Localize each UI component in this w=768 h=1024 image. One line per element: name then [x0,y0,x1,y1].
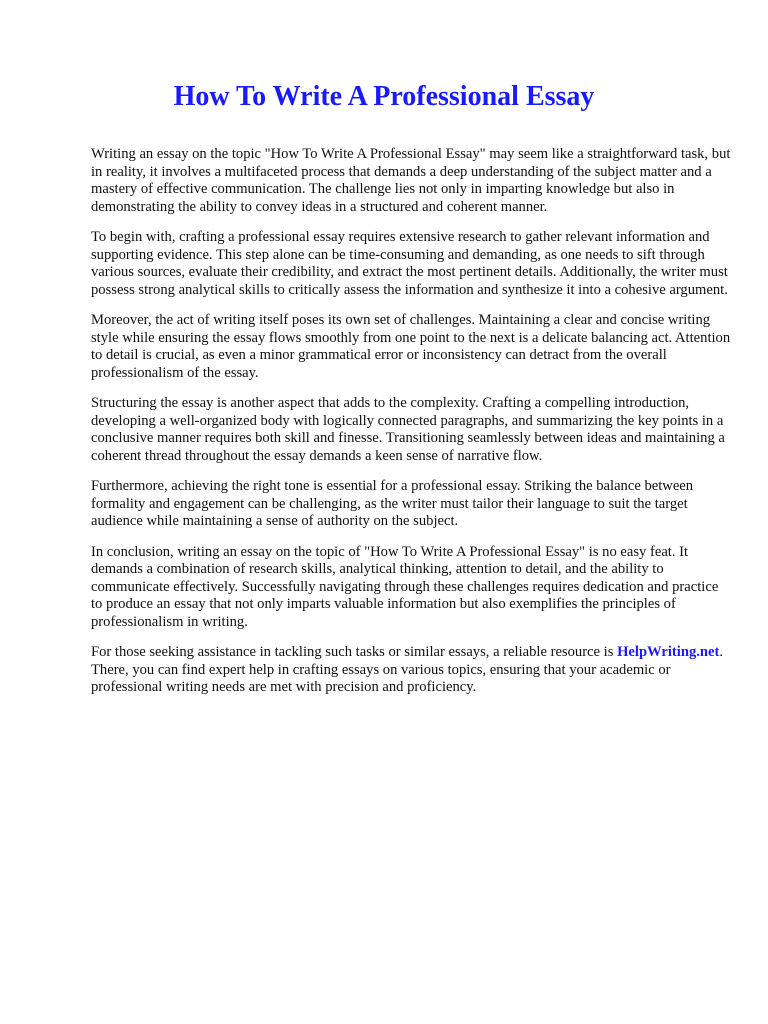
paragraph-tone: Furthermore, achieving the right tone is essential for a professional essay. Striking the balance between formality and engagement can be challenging, as the writer must tailor their language to suit the target audience while maintaining a sense of authority on the subject. [91,478,694,529]
paragraph-conclusion: In conclusion, writing an essay on the topic of "How To Write A Professional Essay" is no easy feat. It demands a combination of research skills, analytical thinking, attention to detail, and the ability to communicate effectively. Successfully navigating through these challenges requires dedication and practice to produce an essay that not only imparts valuable information but also exemplifies the principles of professionalism in writing. [91,543,719,630]
essay-body [91,146,731,710]
page-title: How To Write A Professional Essay [173,81,595,112]
paragraph-writing-style: Moreover, the act of writing itself poses its own set of challenges. Maintaining a clear and concise writing style while ensuring the essay flows smoothly from one point to the next is a delicate balancing act. Attention to detail is crucial, as even a minor grammatical error or inconsistency can detract from the overall professionalism of the essay. [91,312,731,381]
closing-text-before-link: For those seeking assistance in tackling such tasks or similar essays, a reliable resource is [91,644,618,660]
helpwriting-link[interactable]: HelpWriting.net [617,644,720,660]
paragraph-intro: Writing an essay on the topic "How To Write A Professional Essay" may seem like a straightforward task, but in reality, it involves a multifaceted process that demands a deep understanding of the subject matter and a mastery of effective communication. The challenge lies not only in imparting knowledge but also in demonstrating the ability to convey ideas in a structured and coherent manner. [91,146,731,215]
paragraph-structure: Structuring the essay is another aspect that adds to the complexity. Crafting a compelling introduction, developing a well-organized body with logically connected paragraphs, and summarizing the key points in a conclusive manner requires both skill and finesse. Transitioning seamlessly between ideas and maintaining a coherent thread throughout the essay demands a keen sense of narrative flow. [91,395,725,464]
closing-text-after-link: . There, you can find expert help in crafting essays on various topics, ensuring that your academic or professional writing needs are met with precision and proficiency. [91,644,724,695]
paragraph-closing [91,644,731,697]
paragraph-research: To begin with, crafting a professional essay requires extensive research to gather relevant information and supporting evidence. This step alone can be time-consuming and demanding, as one needs to sift through various sources, evaluate their credibility, and extract the most pertinent details. Additionally, the writer must possess strong analytical skills to critically assess the information and synthesize it into a cohesive argument. [91,229,728,298]
